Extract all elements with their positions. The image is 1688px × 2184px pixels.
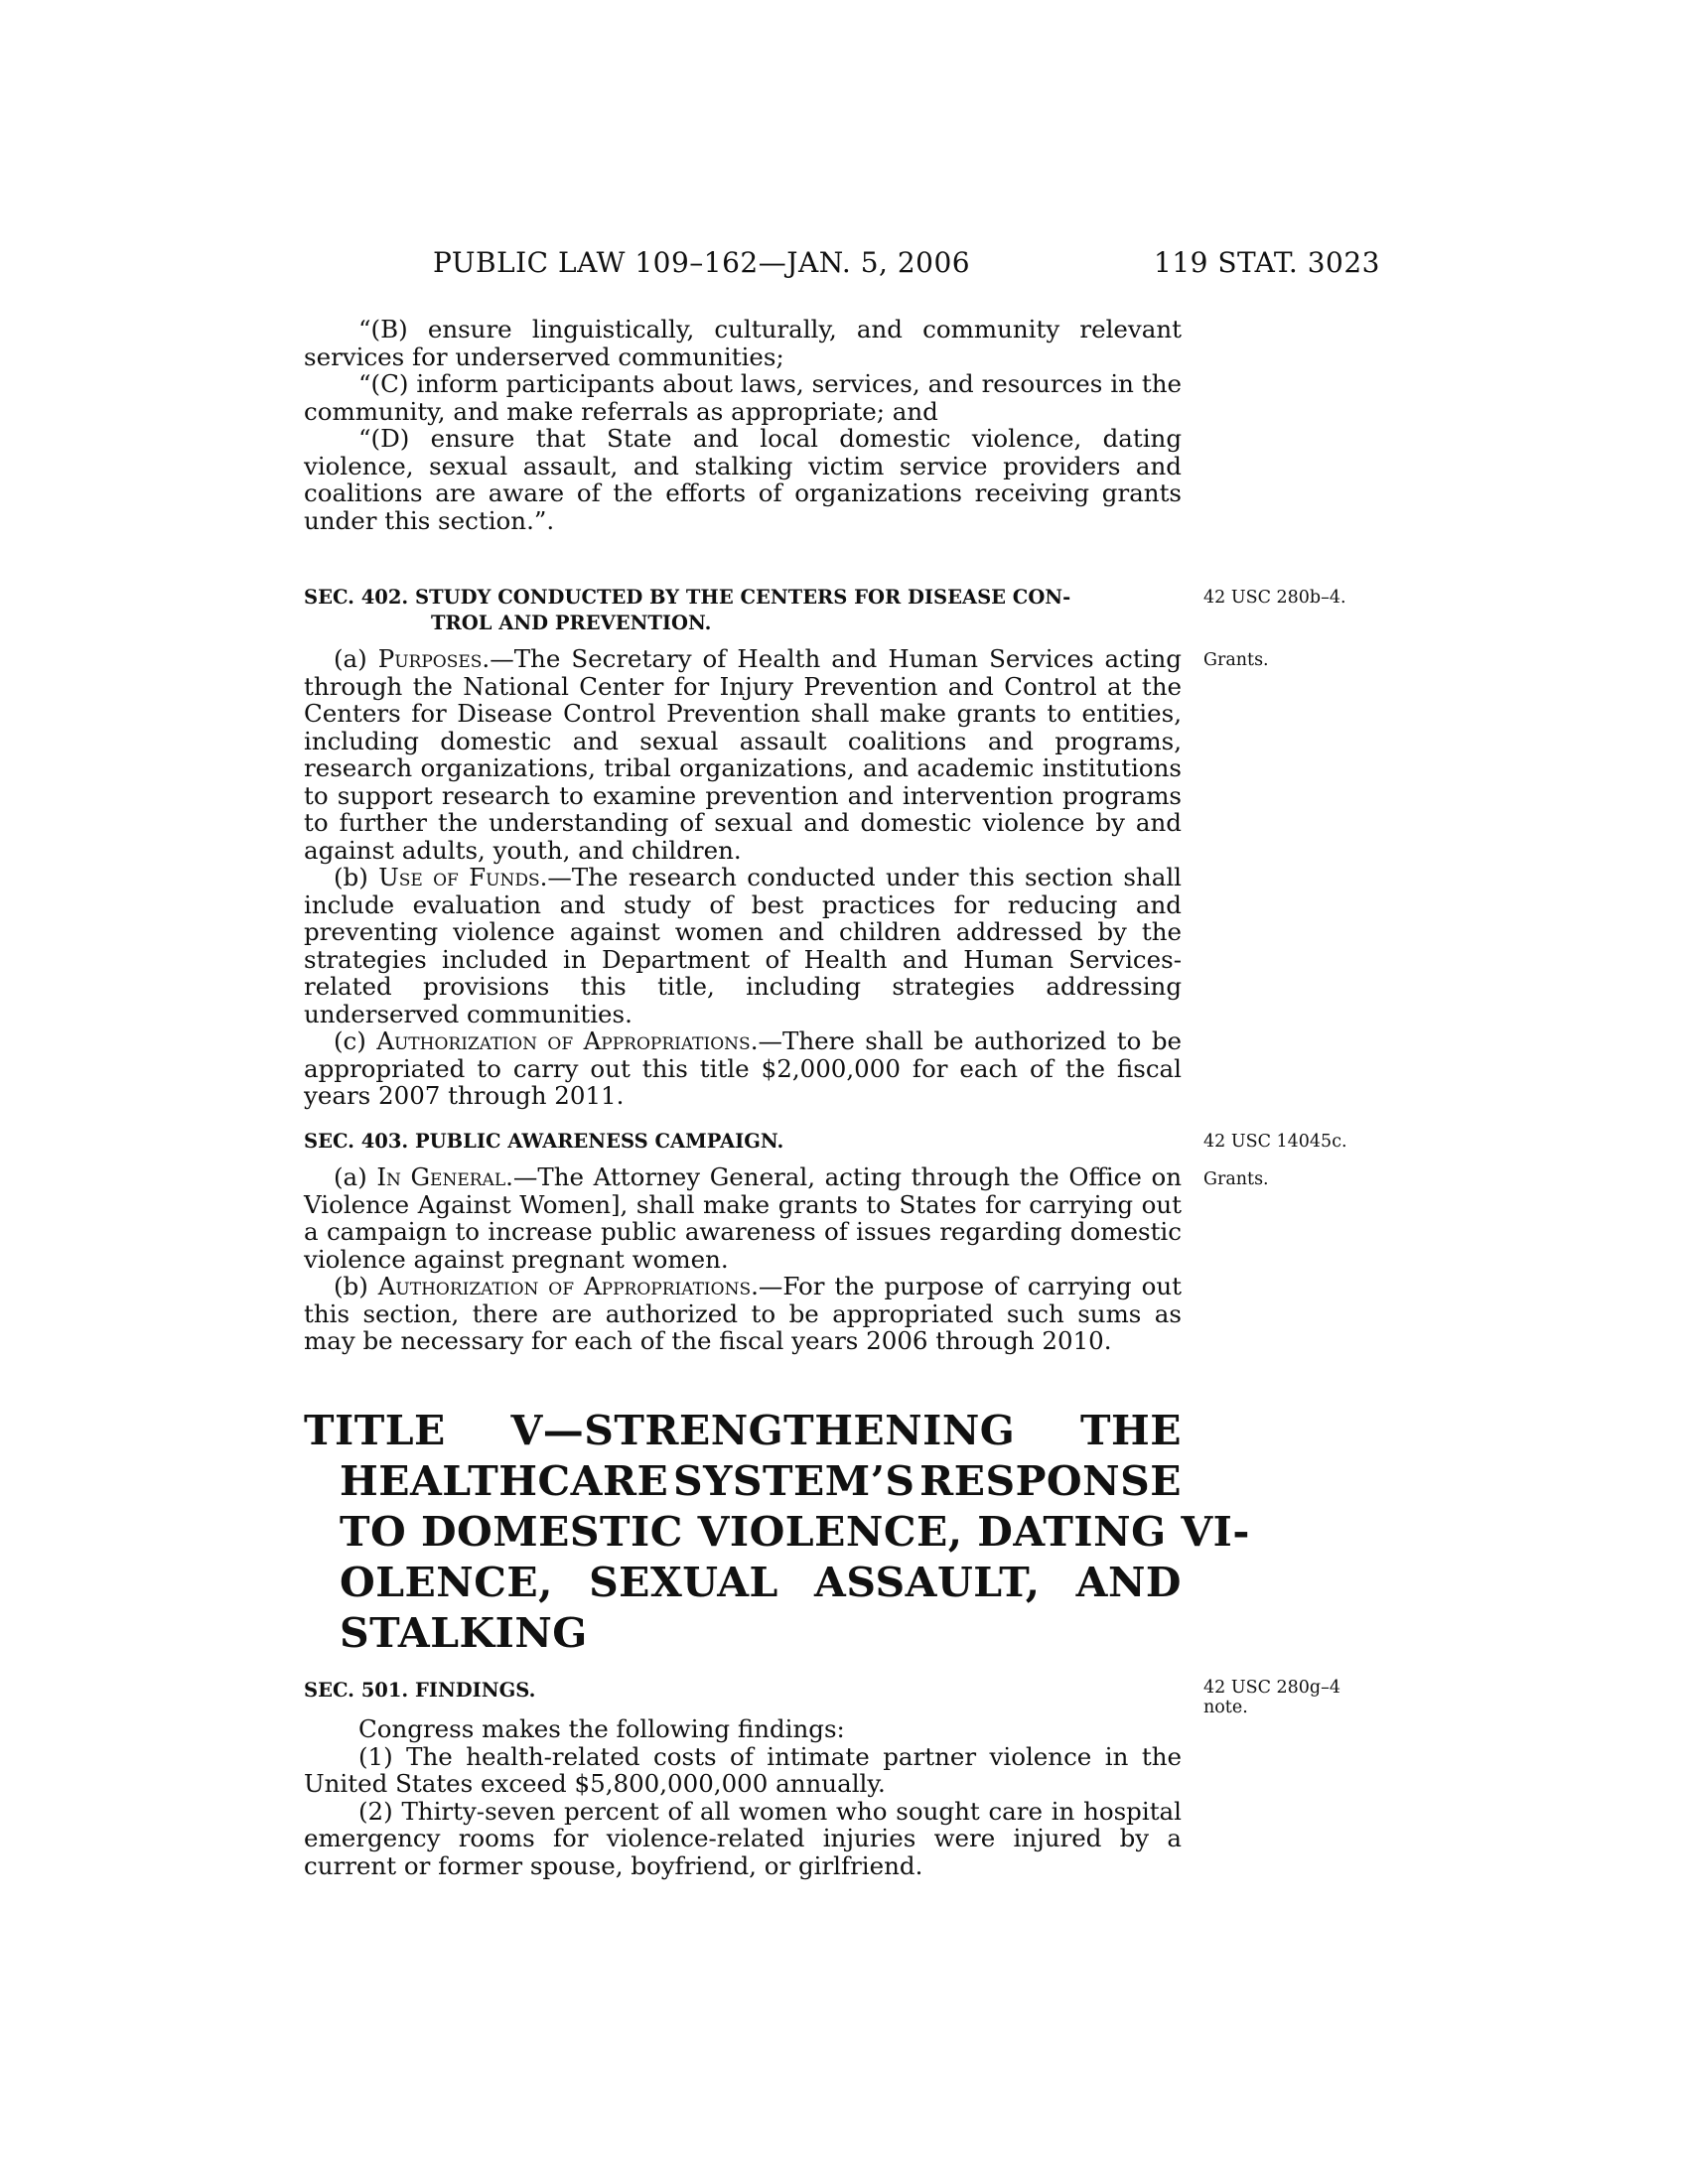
title-line-2 bbox=[304, 1456, 1182, 1507]
title-word: TITLE bbox=[304, 1407, 446, 1454]
sec-402-subsection-c bbox=[304, 1027, 1182, 1110]
title-line-5 bbox=[304, 1608, 1182, 1659]
title-word: SEXUAL bbox=[589, 1559, 778, 1606]
sec-402-body bbox=[304, 645, 1182, 1110]
subsection-a-caps: urposes bbox=[394, 644, 483, 673]
sec-402-heading bbox=[304, 585, 1182, 636]
title-word: SYSTEM’S bbox=[672, 1457, 915, 1505]
title-line-4 bbox=[304, 1558, 1182, 1608]
title-word: ASSAULT, bbox=[814, 1559, 1041, 1606]
subsection-b-label: (b) A bbox=[334, 1272, 396, 1300]
subsection-c-caps: uthorization of bbox=[393, 1026, 574, 1055]
sec-402-subsection-a bbox=[304, 645, 1182, 864]
usc-note-line1: 42 USC 280g–4 bbox=[1203, 1678, 1341, 1698]
sec-402-heading-line2: TROL AND PREVENTION. bbox=[431, 612, 712, 634]
subsection-a-caps: n bbox=[386, 1162, 401, 1191]
subsection-c-label2: A bbox=[573, 1026, 602, 1055]
title-word: STALKING bbox=[340, 1609, 588, 1657]
sec-501-body bbox=[304, 1715, 1182, 1879]
running-head: PUBLIC LAW 109–162—JAN. 5, 2006 bbox=[433, 246, 971, 279]
subsection-c-caps2: ppropriations bbox=[601, 1026, 751, 1055]
subsection-b-text: .—The research conducted under this section shall include evaluation and study of best practices for reducing and preventing violence against women and children addressed by the strategies included in Department of Health and Human Services-related provisions this title, including strategies addressing underserved communities. bbox=[304, 863, 1182, 1028]
clause-d: “(D) ensure that State and local domestic violence, dating violence, sexual assault, and stalking victim service providers and coalitions are aware of the efforts of organizations receiving grants under this section.”. bbox=[304, 424, 1182, 535]
sec-403-usc-note: 42 USC 14045c. bbox=[1203, 1132, 1347, 1152]
title-word: AND bbox=[1075, 1559, 1182, 1606]
sec-403-subsection-b bbox=[304, 1273, 1182, 1355]
subsection-a-label: (a) I bbox=[334, 1162, 386, 1191]
subsection-c-text: .—There shall be authorized to be appropriated to carry out this title $2,000,000 for each of the fiscal years 2007 through 2011. bbox=[304, 1026, 1183, 1110]
sec-402-subsection-b bbox=[304, 864, 1182, 1027]
usc-note-line2: note. bbox=[1203, 1698, 1248, 1717]
title-line-1 bbox=[304, 1406, 1182, 1456]
subsection-b-caps2: unds bbox=[486, 863, 540, 891]
title-word: THE bbox=[1079, 1407, 1182, 1454]
subsection-a-text: .—The Attorney General, acting through the Office on Violence Against Women], shall make grants to States for carrying out a campaign to increase public awareness of issues regarding domestic violence against pregnant women. bbox=[304, 1162, 1182, 1274]
title-word: RESPONSE bbox=[919, 1457, 1182, 1505]
sec-501-usc-note bbox=[1203, 1678, 1340, 1717]
finding-1: (1) The health-related costs of intimate partner violence in the United States exceed $5,800,000,000 annually. bbox=[304, 1741, 1182, 1798]
clause-b: “(B) ensure linguistically, culturally, and community relevant services for underserved communities; bbox=[304, 315, 1182, 371]
clause-c: “(C) inform participants about laws, services, and resources in the community, and make referrals as appropriate; and bbox=[304, 369, 1182, 426]
title-line-3 bbox=[304, 1507, 1250, 1558]
subsection-a-caps2: eneral bbox=[430, 1162, 506, 1191]
findings-intro: Congress makes the following findings: bbox=[358, 1714, 845, 1743]
subsection-b-label2: A bbox=[574, 1272, 602, 1300]
title-word: OLENCE, bbox=[340, 1559, 553, 1606]
sec-403-grants-note: Grants. bbox=[1203, 1169, 1269, 1189]
subsection-b-caps: se of bbox=[398, 863, 459, 891]
subsection-b-caps2: ppropriations bbox=[601, 1272, 752, 1300]
page-header bbox=[0, 246, 1688, 286]
title-word: V—STRENGTHENING bbox=[510, 1407, 1016, 1454]
subsection-b-label2: F bbox=[458, 863, 487, 891]
title-v-heading bbox=[304, 1406, 1250, 1659]
stat-page-reference: 119 STAT. 3023 bbox=[1154, 246, 1380, 279]
sec-403-subsection-a bbox=[304, 1163, 1182, 1273]
sec-402-grants-note: Grants. bbox=[1203, 650, 1269, 670]
sec-501-heading: SEC. 501. FINDINGS. bbox=[304, 1679, 536, 1702]
continuation-block bbox=[304, 316, 1182, 534]
subsection-b-caps: uthorization of bbox=[395, 1272, 575, 1300]
sec-402-heading-line1: SEC. 402. STUDY CONDUCTED BY THE CENTERS FOR DISEASE CON- bbox=[304, 586, 1071, 609]
subsection-a-label: (a) P bbox=[334, 644, 395, 673]
title-words: TO DOMESTIC VIOLENCE, DATING VI- bbox=[340, 1508, 1250, 1556]
subsection-a-label2: G bbox=[400, 1162, 431, 1191]
finding-2: (2) Thirty-seven percent of all women who sought care in hospital emergency rooms for violence-related injuries were injured by a current or former spouse, boyfriend, or girlfriend. bbox=[304, 1796, 1182, 1880]
sec-403-body bbox=[304, 1163, 1182, 1355]
subsection-c-label: (c) A bbox=[334, 1026, 394, 1055]
sec-402-usc-note: 42 USC 280b–4. bbox=[1203, 588, 1346, 608]
title-word: HEALTHCARE bbox=[340, 1457, 669, 1505]
sec-403-heading: SEC. 403. PUBLIC AWARENESS CAMPAIGN. bbox=[304, 1130, 784, 1153]
subsection-b-label: (b) U bbox=[334, 863, 399, 891]
subsection-b-text: .—For the purpose of carrying out this section, there are authorized to be appropriated such sums as may be necessary for each of the fiscal years 2006 through 2010. bbox=[304, 1272, 1182, 1355]
subsection-a-text: .—The Secretary of Health and Human Services acting through the National Center for Injury Prevention and Control at the Centers for Disease Control Prevention shall make grants to entities, including domestic and sexual assault coalitions and programs, research organizations, tribal organizations, and academic institutions to support research to examine prevention and intervention programs to further the understanding of sexual and domestic violence by and against adults, youth, and children. bbox=[304, 644, 1182, 865]
